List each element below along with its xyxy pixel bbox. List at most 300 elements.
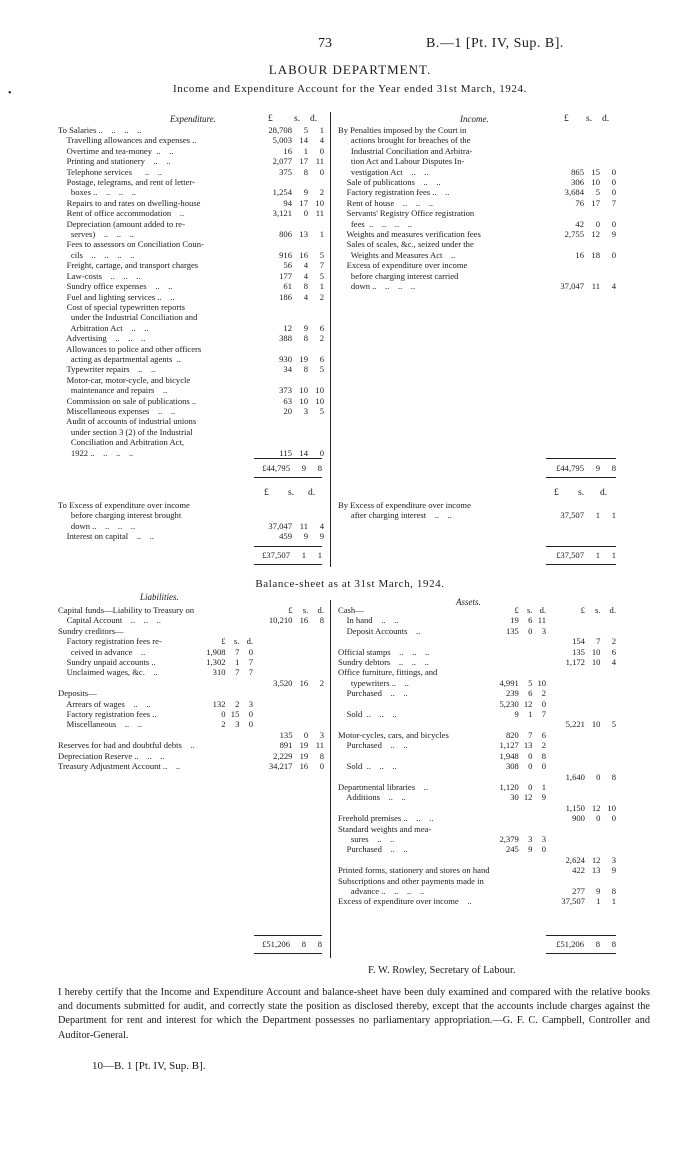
row-amount	[239, 626, 253, 636]
row-amount: 17	[299, 197, 308, 208]
row-amount	[292, 427, 308, 437]
row-amount	[546, 699, 585, 709]
row-amount: 10	[591, 719, 601, 730]
row-amount	[490, 647, 519, 657]
row-description: Treasury Adjustment Account .. ..	[58, 761, 181, 772]
ledger-row	[58, 667, 324, 677]
ledger-row	[58, 437, 324, 447]
row-amount	[532, 636, 546, 646]
row-amount	[308, 647, 324, 657]
row-description: Printing and stationery .. ..	[58, 156, 171, 167]
row-amount	[308, 344, 324, 354]
row-description: Deposit Accounts ..	[338, 625, 421, 636]
row-amount	[490, 824, 519, 834]
row-amount	[308, 636, 324, 646]
row-amount	[532, 824, 546, 834]
row-amount: d.	[539, 605, 547, 615]
row-amount	[532, 667, 546, 677]
row-amount	[519, 896, 533, 906]
row-amount: £	[514, 605, 519, 615]
row-amount: 8	[541, 750, 547, 761]
row-amount	[546, 792, 585, 802]
document-reference: B.—1 [Pt. IV, Sup. B].	[426, 36, 564, 51]
row-description: 1922 .. .. .. ..	[58, 447, 134, 458]
row-amount: 76	[575, 197, 584, 208]
row-amount	[600, 876, 616, 886]
row-amount: 865	[571, 166, 584, 177]
row-amount: 277	[572, 885, 585, 896]
row-amount: 19	[299, 750, 309, 761]
row-amount	[532, 896, 546, 906]
row-amount: 0	[248, 709, 254, 720]
ledger-row	[58, 219, 324, 229]
row-description: Miscellaneous expenses .. ..	[58, 405, 176, 416]
row-amount	[600, 688, 616, 698]
ledger-row	[58, 699, 324, 709]
row-amount: 12	[523, 698, 533, 709]
row-amount	[584, 156, 600, 166]
row-description: Purchased .. ..	[338, 740, 408, 751]
document-title: LABOUR DEPARTMENT.	[268, 62, 432, 77]
row-amount	[600, 156, 616, 166]
row-description: down .. .. .. ..	[58, 520, 136, 531]
ledger-row	[58, 260, 324, 270]
row-amount	[600, 271, 616, 281]
row-amount: 11	[315, 156, 324, 167]
row-amount	[519, 636, 533, 646]
ledger-row	[338, 167, 616, 177]
row-amount: 19	[299, 740, 309, 751]
row-amount: 3,121	[272, 208, 292, 219]
row-amount	[239, 615, 253, 625]
row-amount: 3	[248, 698, 254, 709]
row-description: Capital funds—Liability to Treasury on	[58, 605, 195, 615]
row-description: In hand .. ..	[338, 615, 399, 626]
row-description: Office furniture, fittings, and	[338, 667, 438, 678]
ledger-row	[58, 187, 324, 197]
row-amount: 0	[221, 709, 226, 720]
row-amount: 5,221	[565, 719, 585, 730]
row-description: before charging interest brought	[58, 510, 182, 521]
ledger-row	[58, 271, 324, 281]
ledger-row	[58, 344, 324, 354]
row-amount: 177	[279, 270, 292, 281]
row-amount: 9	[514, 709, 519, 720]
row-amount	[308, 709, 324, 719]
row-amount	[600, 615, 616, 625]
row-description: Official stamps .. .. ..	[338, 646, 430, 657]
row-amount	[292, 312, 308, 322]
row-amount	[532, 657, 546, 667]
row-description: Repairs to and rates on dwelling-house	[58, 197, 201, 208]
row-amount	[308, 626, 324, 636]
liabilities-table	[58, 605, 324, 772]
row-description: Sundry unpaid accounts ..	[58, 657, 156, 668]
row-amount: 3,520	[273, 677, 293, 688]
row-amount: 5	[319, 249, 324, 260]
row-description: Typewriter repairs .. ..	[58, 364, 156, 375]
ledger-row	[58, 657, 324, 667]
row-amount	[546, 844, 585, 854]
row-amount	[600, 730, 616, 740]
row-amount	[253, 688, 292, 698]
row-amount	[308, 312, 324, 322]
row-amount: 0	[541, 698, 547, 709]
ledger-row	[338, 510, 616, 520]
row-amount: 2	[611, 636, 616, 647]
ledger-row	[338, 187, 616, 197]
row-amount	[546, 615, 585, 625]
row-amount	[519, 865, 533, 875]
row-amount	[254, 302, 292, 312]
expenditure-total-rule	[254, 458, 322, 459]
row-amount: 135	[572, 646, 585, 657]
row-amount: 0	[319, 447, 324, 458]
row-amount: 8	[319, 615, 324, 626]
income-table	[338, 125, 616, 292]
row-amount	[292, 699, 308, 709]
row-amount: 3	[235, 719, 240, 730]
row-amount: £	[580, 605, 585, 615]
row-description: Audit of accounts of industrial unions	[58, 416, 197, 427]
row-amount: 2	[319, 291, 324, 302]
row-amount: 12	[591, 854, 601, 865]
row-description: Travelling allowances and expenses ..	[58, 135, 197, 146]
row-description: Postage, telegrams, and rent of letter-	[58, 177, 196, 188]
row-description: tion Act and Labour Disputes In-	[338, 156, 465, 167]
row-amount: 37,047	[560, 281, 584, 292]
ledger-row	[58, 354, 324, 364]
row-description: typewriters .. ..	[338, 677, 409, 688]
row-amount: 3,684	[564, 187, 584, 198]
row-amount	[308, 657, 324, 667]
row-description: after charging interest .. ..	[338, 510, 452, 521]
row-amount: 17	[591, 197, 600, 208]
row-amount: 422	[572, 865, 585, 876]
row-amount: 16	[575, 249, 584, 260]
ledger-row	[58, 364, 324, 374]
ledger-row	[338, 198, 616, 208]
row-amount: 1	[235, 657, 240, 668]
row-amount	[254, 344, 292, 354]
row-amount: s.	[526, 605, 533, 615]
assets-total: £51,206 8 8	[556, 939, 616, 949]
row-amount	[239, 688, 253, 698]
row-amount	[600, 626, 616, 636]
row-description: Sundry office expenses .. ..	[58, 281, 173, 292]
row-amount	[196, 678, 226, 688]
row-amount	[600, 844, 616, 854]
row-amount	[532, 719, 546, 729]
income-second-rule	[546, 546, 616, 547]
page-number: 73	[318, 36, 332, 51]
row-amount: £	[288, 605, 293, 615]
row-amount	[519, 719, 533, 729]
ledger-row	[338, 125, 616, 135]
row-amount: 5	[303, 125, 308, 135]
row-description: Freight, cartage, and transport charges	[58, 260, 199, 271]
row-description: Industrial Conciliation and Arbitra-	[338, 145, 473, 156]
row-amount: 9	[611, 229, 616, 240]
row-amount: 10	[537, 677, 547, 688]
row-amount	[546, 239, 584, 249]
row-amount: 1	[319, 125, 324, 135]
row-description: Additions .. ..	[338, 792, 406, 803]
row-amount: 12	[283, 322, 292, 333]
row-description: Sundry creditors—	[58, 625, 124, 636]
liabilities-heading: Liabilities.	[140, 592, 179, 602]
ledger-row	[338, 896, 616, 906]
row-amount	[584, 146, 600, 156]
row-amount	[226, 615, 240, 625]
row-description: boxes .. .. .. ..	[58, 187, 137, 198]
row-amount	[254, 177, 292, 187]
row-amount: 30	[510, 792, 519, 803]
ledger-row	[338, 803, 616, 813]
row-amount	[254, 416, 292, 426]
row-description: serves) .. .. ..	[58, 229, 134, 240]
row-description: Deposits—	[58, 688, 97, 699]
ledger-row	[58, 751, 324, 761]
row-description: Sundry debtors .. .. ..	[338, 657, 429, 668]
row-amount: 820	[505, 729, 519, 740]
row-amount: 0	[611, 166, 616, 177]
row-amount	[532, 865, 546, 875]
row-amount: 9	[303, 187, 308, 198]
ledger-row	[58, 250, 324, 260]
row-amount: 0	[303, 208, 308, 219]
row-amount: 132	[212, 698, 226, 709]
row-amount: 15	[591, 166, 600, 177]
ledger-row	[58, 719, 324, 729]
row-amount	[292, 688, 308, 698]
row-amount: s.	[302, 605, 309, 615]
row-description: Cost of special typewritten reports	[58, 301, 185, 312]
row-amount	[532, 813, 546, 823]
row-amount	[292, 177, 308, 187]
row-amount: 13	[591, 865, 601, 876]
row-amount: 1,948	[499, 750, 519, 761]
row-amount: 1,127	[499, 740, 519, 751]
ledger-row	[338, 865, 616, 875]
ledger-row	[338, 855, 616, 865]
ledger-row	[338, 500, 616, 510]
row-amount: 16	[299, 615, 309, 626]
row-description	[338, 636, 490, 646]
row-amount: 7	[541, 709, 547, 720]
row-amount: 16	[299, 761, 309, 772]
row-description: under section 3 (2) of the Industrial	[58, 426, 193, 437]
row-amount	[254, 437, 292, 447]
row-amount	[253, 719, 292, 729]
ledger-row	[338, 657, 616, 667]
row-amount: 7	[596, 636, 601, 647]
row-amount: 0	[611, 177, 616, 188]
row-amount	[585, 876, 600, 886]
row-amount	[308, 510, 324, 520]
row-amount	[490, 813, 519, 823]
row-amount	[308, 688, 324, 698]
row-amount: 245	[505, 844, 519, 855]
row-amount	[292, 344, 308, 354]
row-amount	[600, 239, 616, 249]
ledger-row	[338, 813, 616, 823]
row-amount: 37,047	[268, 520, 292, 531]
row-amount: 5	[595, 187, 600, 198]
row-amount	[519, 855, 533, 865]
row-amount	[308, 239, 324, 249]
ledger-row	[338, 772, 616, 782]
row-amount	[490, 886, 519, 896]
row-description: Arbitration Act .. ..	[58, 322, 149, 333]
row-amount: 1	[611, 896, 616, 907]
row-description: To Excess of expenditure over income	[58, 500, 190, 510]
ledger-row	[58, 146, 324, 156]
row-amount	[585, 792, 600, 802]
row-description: Factory registration fees ..	[58, 709, 157, 720]
ledger-row	[338, 636, 616, 646]
row-amount: s.	[594, 605, 601, 615]
row-amount: 9	[541, 792, 547, 803]
row-amount: 1	[596, 896, 601, 907]
row-amount	[490, 636, 519, 646]
ledger-row	[58, 521, 324, 531]
row-amount	[585, 782, 600, 792]
row-amount	[490, 719, 519, 729]
row-description: Weights and measures verification fees	[338, 229, 481, 240]
row-amount: 0	[611, 218, 616, 229]
ledger-row	[338, 146, 616, 156]
row-amount	[292, 636, 308, 646]
row-amount: 5	[319, 405, 324, 416]
row-amount	[584, 260, 600, 270]
ledger-row	[338, 615, 616, 625]
row-amount: d.	[609, 605, 616, 615]
row-amount: 16	[299, 249, 308, 260]
row-description: Factory registration fees .. ..	[338, 187, 450, 198]
row-description: Purchased .. ..	[338, 688, 408, 699]
expenditure-table-2	[58, 500, 324, 542]
row-amount: 1,172	[565, 657, 585, 668]
row-description: Motor-cycles, cars, and bicycles	[338, 729, 449, 740]
row-amount: 4	[611, 657, 616, 668]
row-amount: 930	[279, 353, 292, 364]
row-amount: 7	[235, 646, 240, 657]
row-amount: 1	[595, 510, 600, 521]
row-amount	[585, 709, 600, 719]
ledger-row	[58, 709, 324, 719]
row-amount: 12	[591, 802, 601, 813]
row-amount: 6	[611, 646, 616, 657]
row-description: ceived in advance ..	[58, 646, 146, 657]
row-amount: 6	[528, 615, 533, 626]
ledger-row	[58, 531, 324, 541]
ledger-row	[338, 782, 616, 792]
row-amount: 1	[528, 709, 533, 720]
row-description: Rent of office accommodation ..	[58, 208, 185, 219]
row-amount: 0	[528, 750, 533, 761]
row-amount	[519, 803, 533, 813]
row-amount: 12	[523, 792, 533, 803]
row-amount: 13	[523, 740, 533, 751]
row-amount	[519, 876, 533, 886]
ledger-row	[338, 177, 616, 187]
row-amount: 0	[248, 646, 254, 657]
row-amount: 9	[319, 531, 324, 542]
row-amount: 4	[303, 270, 308, 281]
row-description: Overtime and tea-money .. ..	[58, 145, 174, 156]
row-amount: £	[221, 636, 226, 647]
expenditure-heading: Expenditure.	[170, 114, 216, 124]
row-amount	[600, 146, 616, 156]
row-amount	[196, 626, 226, 636]
row-amount	[239, 740, 253, 750]
row-amount	[546, 125, 584, 135]
row-amount: 10	[299, 385, 308, 396]
row-amount: 8	[303, 281, 308, 292]
row-description: under the Industrial Conciliation and	[58, 312, 198, 323]
row-amount: 2	[541, 688, 547, 699]
row-amount	[532, 886, 546, 896]
row-amount	[308, 500, 324, 510]
row-description: advance .. .. .. ..	[338, 885, 425, 896]
row-description: fees .. .. .. ..	[338, 218, 412, 229]
income-total: £44,795 9 8	[556, 463, 616, 473]
row-amount	[519, 824, 533, 834]
ledger-row	[58, 135, 324, 145]
ledger-row	[58, 385, 324, 395]
ledger-row	[58, 312, 324, 322]
row-amount	[532, 647, 546, 657]
row-amount: 11	[537, 615, 547, 626]
row-amount: 8	[611, 885, 616, 896]
expenditure-table	[58, 125, 324, 458]
row-amount: 9	[611, 865, 616, 876]
row-amount	[490, 667, 519, 677]
liabilities-total-rule	[254, 935, 322, 936]
row-amount: 7	[611, 197, 616, 208]
liabilities-total: £51,206 8 8	[262, 939, 322, 949]
row-amount	[490, 865, 519, 875]
row-description: Subscriptions and other payments made in	[338, 875, 484, 886]
ledger-row	[58, 688, 324, 698]
row-amount: 2	[319, 677, 324, 688]
row-amount	[546, 740, 585, 750]
row-description: Law-costs .. .. ..	[58, 270, 141, 281]
row-description: Unclaimed wages, &c. ..	[58, 667, 158, 678]
row-amount: 10	[591, 646, 601, 657]
row-amount: 0	[319, 166, 324, 177]
row-amount: 3	[541, 833, 547, 844]
ledger-row	[338, 260, 616, 270]
row-amount	[292, 657, 308, 667]
row-amount	[584, 239, 600, 249]
ledger-row	[58, 396, 324, 406]
row-amount	[226, 626, 240, 636]
row-amount	[532, 855, 546, 865]
row-amount: 388	[279, 333, 292, 344]
row-description	[338, 772, 490, 782]
row-amount: 0	[319, 761, 324, 772]
row-amount: 19	[510, 615, 519, 626]
row-description: Sales of scales, &c., seized under the	[338, 239, 474, 250]
row-amount: 11	[299, 520, 308, 531]
row-amount	[585, 730, 600, 740]
expenditure-second-total: £37,507 1 1	[262, 550, 322, 560]
row-amount: 10	[299, 395, 308, 406]
row-amount	[600, 678, 616, 688]
row-amount: 1,150	[565, 802, 585, 813]
